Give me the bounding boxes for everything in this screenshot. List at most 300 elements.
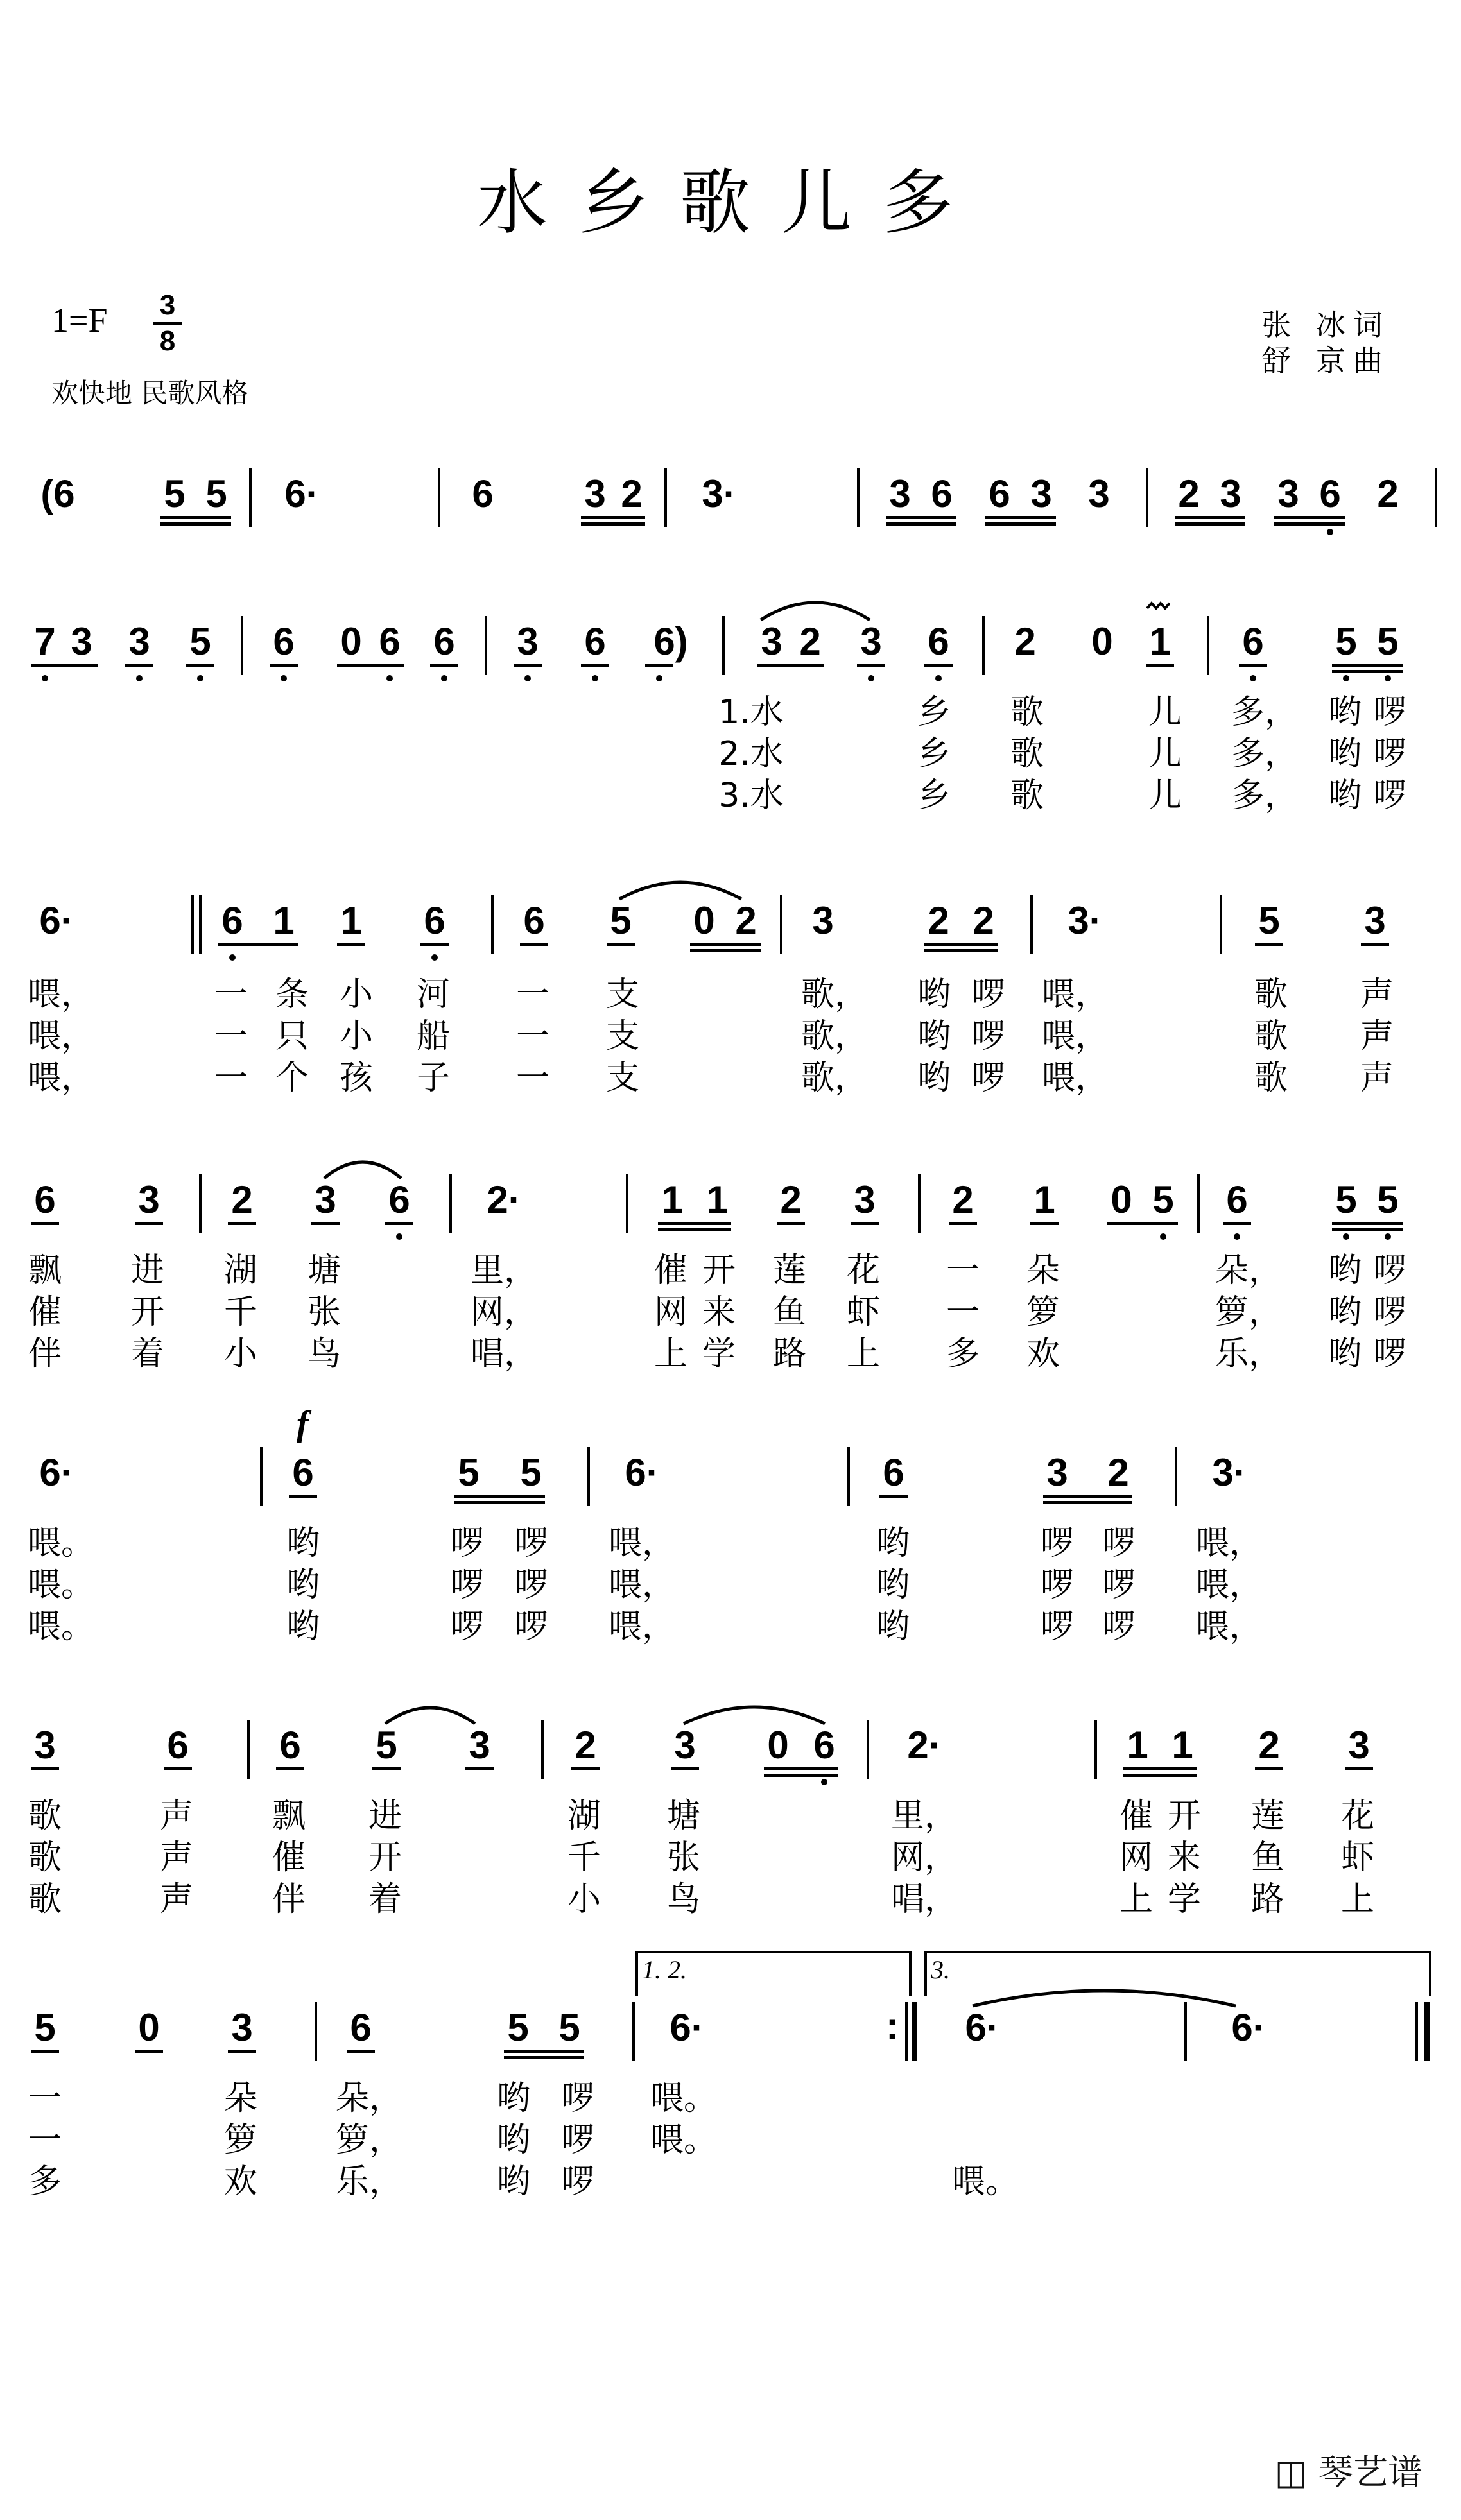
lyric: 啰 bbox=[560, 2121, 594, 2159]
lyric: 飘 bbox=[272, 1797, 306, 1835]
note: 3 bbox=[1277, 472, 1299, 515]
note: 6) bbox=[653, 620, 688, 663]
lyric: 歌， bbox=[800, 1017, 868, 1056]
lyric: 啰 bbox=[1102, 1607, 1136, 1646]
watermark bbox=[1275, 2445, 1422, 2494]
lyric: 乐， bbox=[1215, 1335, 1282, 1373]
lyric: 多， bbox=[1231, 735, 1298, 773]
note: 3· bbox=[702, 472, 736, 515]
lyric: 多， bbox=[1231, 693, 1298, 732]
note: 2 bbox=[799, 620, 821, 663]
lyric: 啰 bbox=[971, 1017, 1005, 1056]
watermark-logo-icon: ◫ bbox=[1274, 2452, 1308, 2492]
lyric: 歌 bbox=[1254, 1017, 1288, 1056]
note: 3 bbox=[860, 620, 882, 663]
lyric: 催 bbox=[653, 1251, 687, 1290]
note: 3 bbox=[138, 1178, 160, 1221]
lyric: 千 bbox=[567, 1839, 601, 1877]
lyric: 喂， bbox=[1041, 975, 1109, 1014]
time-signature-top: 3 bbox=[159, 289, 176, 321]
note: 2 bbox=[780, 1178, 802, 1221]
note: 6· bbox=[39, 1451, 74, 1494]
lyric: 催 bbox=[272, 1839, 306, 1877]
note: 6 bbox=[221, 899, 243, 942]
lyric: 上 bbox=[653, 1335, 687, 1373]
note: 3 bbox=[674, 1724, 696, 1767]
lyric: 小 bbox=[339, 975, 373, 1014]
note: 3 bbox=[469, 1724, 490, 1767]
score-row-3 bbox=[0, 899, 1461, 1113]
note: 2 bbox=[1014, 620, 1036, 663]
slur bbox=[616, 876, 745, 902]
note: 6· bbox=[670, 2006, 704, 2049]
lyric: 1.水 bbox=[718, 693, 784, 732]
lyric: 张 bbox=[666, 1839, 700, 1877]
lyric: 上 bbox=[846, 1335, 880, 1373]
lyric: 3.水 bbox=[718, 776, 784, 815]
lyric: 声 bbox=[1360, 1017, 1394, 1056]
note: 3 bbox=[1364, 899, 1386, 942]
lyric: 学 bbox=[702, 1335, 736, 1373]
lyric: 塘 bbox=[666, 1797, 700, 1835]
note: 6 bbox=[1226, 1178, 1248, 1221]
note: 3 bbox=[1348, 1724, 1370, 1767]
note: 2 bbox=[735, 899, 757, 942]
lyric: 啰 bbox=[450, 1566, 484, 1604]
lyric: 歌， bbox=[800, 1059, 868, 1097]
lyric: 哟 bbox=[1327, 1251, 1362, 1290]
lyric: 哟 bbox=[1327, 735, 1362, 773]
note: 2 bbox=[973, 899, 994, 942]
lyric: 湖 bbox=[223, 1251, 257, 1290]
note: 3 bbox=[761, 620, 782, 663]
slur bbox=[757, 597, 873, 622]
lyric: 啰 bbox=[1372, 693, 1406, 732]
lyric: 只 bbox=[275, 1017, 309, 1056]
lyric: 喂， bbox=[1195, 1524, 1263, 1563]
lyric: 多， bbox=[1231, 776, 1298, 815]
lyric: 歌 bbox=[1010, 693, 1044, 732]
repeat-sign: : bbox=[886, 2005, 899, 2048]
note: 2 bbox=[928, 899, 949, 942]
lyric: 多 bbox=[28, 2163, 62, 2201]
lyric: 一 bbox=[515, 975, 549, 1014]
lyric: 欢 bbox=[223, 2163, 257, 2201]
lyric: 网， bbox=[890, 1839, 958, 1877]
lyric: 一 bbox=[515, 1017, 549, 1056]
lyric: 声 bbox=[159, 1797, 193, 1835]
note: 2 bbox=[231, 1178, 253, 1221]
lyric: 哟 bbox=[496, 2121, 530, 2159]
lyric: 啰 bbox=[514, 1524, 548, 1563]
lyric: 喂， bbox=[1195, 1566, 1263, 1604]
score-row-2 bbox=[0, 622, 1461, 834]
note: 5 bbox=[610, 899, 632, 942]
lyric: 小 bbox=[567, 1880, 601, 1919]
credits bbox=[1261, 307, 1390, 379]
lyric: 箩 bbox=[223, 2121, 257, 2159]
lyric: 一 bbox=[515, 1059, 549, 1097]
note: 3 bbox=[889, 472, 911, 515]
lyric: 啰 bbox=[450, 1607, 484, 1646]
time-signature-bottom: 8 bbox=[159, 325, 176, 357]
note: 6 bbox=[928, 620, 949, 663]
lyric: 哟 bbox=[1327, 1335, 1362, 1373]
lyric: 支 bbox=[605, 1059, 639, 1097]
lyric: 喂， bbox=[608, 1566, 675, 1604]
lyric: 虾 bbox=[1340, 1839, 1374, 1877]
lyric: 儿 bbox=[1148, 776, 1182, 815]
note: 3 bbox=[34, 1724, 56, 1767]
note: 1 bbox=[1033, 1178, 1055, 1221]
lyric: 歌 bbox=[1254, 1059, 1288, 1097]
note: 5 bbox=[34, 2006, 56, 2049]
lyric: 子 bbox=[416, 1059, 450, 1097]
lyric: 一 bbox=[946, 1251, 980, 1290]
note: 2 bbox=[1258, 1724, 1280, 1767]
note: 6 bbox=[523, 899, 545, 942]
note: 2 bbox=[1178, 472, 1200, 515]
key-signature: 1=F bbox=[51, 301, 108, 339]
lyric: 湖 bbox=[567, 1797, 601, 1835]
lyric: 啰 bbox=[1372, 735, 1406, 773]
lyric: 进 bbox=[130, 1251, 164, 1290]
lyric: 鸟 bbox=[666, 1880, 700, 1919]
lyric: 鸟 bbox=[307, 1335, 341, 1373]
note: 6 bbox=[350, 2006, 372, 2049]
note: 1 bbox=[1171, 1724, 1193, 1767]
lyric: 箩 bbox=[1026, 1293, 1060, 1332]
note: 6· bbox=[1231, 2006, 1266, 2049]
note: 5 bbox=[558, 2006, 580, 2049]
lyric: 着 bbox=[130, 1335, 164, 1373]
lyric: 歌， bbox=[800, 975, 868, 1014]
lyric: 来 bbox=[702, 1293, 736, 1332]
score-row-4 bbox=[0, 1178, 1461, 1386]
lyric: 哟 bbox=[917, 975, 951, 1014]
note: 6· bbox=[39, 899, 74, 942]
lyric: 花 bbox=[1340, 1797, 1374, 1835]
lyric: 个 bbox=[275, 1059, 309, 1097]
lyric: 条 bbox=[275, 975, 309, 1014]
lyric: 一 bbox=[946, 1293, 980, 1332]
lyric: 莲 bbox=[772, 1251, 806, 1290]
lyric: 唱， bbox=[470, 1335, 537, 1373]
note: 6 bbox=[1319, 472, 1341, 515]
note: 1 bbox=[340, 899, 362, 942]
lyric: 开 bbox=[368, 1839, 402, 1877]
lyric: 儿 bbox=[1148, 693, 1182, 732]
lyric: 鱼 bbox=[1250, 1839, 1284, 1877]
lyric: 欢 bbox=[1026, 1335, 1060, 1373]
lyric: 乡 bbox=[917, 693, 951, 732]
lyric: 啰 bbox=[1372, 1335, 1406, 1373]
note: 6 bbox=[279, 1724, 301, 1767]
lyric: 哟 bbox=[917, 1017, 951, 1056]
lyric: 喂。 bbox=[650, 2121, 717, 2159]
note: 6· bbox=[284, 472, 319, 515]
note: 3 bbox=[71, 620, 92, 663]
lyric: 船 bbox=[416, 1017, 450, 1056]
lyric: 歌 bbox=[28, 1839, 62, 1877]
note: 2 bbox=[575, 1724, 596, 1767]
note: 6 bbox=[379, 620, 401, 663]
lyric: 乐， bbox=[335, 2163, 402, 2201]
lyric: 哟 bbox=[1327, 776, 1362, 815]
slur bbox=[680, 1701, 828, 1726]
lyric: 喂。 bbox=[951, 2163, 1019, 2201]
lyric: 哟 bbox=[876, 1524, 910, 1563]
note: 3· bbox=[1068, 899, 1102, 942]
lyric: 声 bbox=[159, 1880, 193, 1919]
note: 5 bbox=[507, 2006, 529, 2049]
lyric: 开 bbox=[130, 1293, 164, 1332]
trill-mark bbox=[1146, 599, 1174, 612]
lyric: 声 bbox=[159, 1839, 193, 1877]
note: 2 bbox=[621, 472, 643, 515]
lyric: 来 bbox=[1167, 1839, 1201, 1877]
lyric: 哟 bbox=[496, 2079, 530, 2118]
note: 3 bbox=[517, 620, 539, 663]
note: 6 bbox=[931, 472, 953, 515]
lyric: 哟 bbox=[876, 1607, 910, 1646]
score-row-1 bbox=[0, 472, 1461, 565]
note: 5 bbox=[205, 472, 227, 515]
lyric: 箩， bbox=[335, 2121, 402, 2159]
lyric: 啰 bbox=[1372, 1293, 1406, 1332]
lyric: 啰 bbox=[560, 2163, 594, 2201]
lyric: 孩 bbox=[339, 1059, 373, 1097]
lyric: 一 bbox=[214, 1017, 248, 1056]
lyric: 哟 bbox=[876, 1566, 910, 1604]
lyric: 飘 bbox=[28, 1251, 62, 1290]
score-row-7 bbox=[0, 1955, 1461, 2220]
lyric: 塘 bbox=[307, 1251, 341, 1290]
lyric: 啰 bbox=[450, 1524, 484, 1563]
lyric: 歌 bbox=[28, 1797, 62, 1835]
lyric: 多 bbox=[946, 1335, 980, 1373]
lyric: 啰 bbox=[971, 1059, 1005, 1097]
note: 6 bbox=[1242, 620, 1264, 663]
note: 1 bbox=[1149, 620, 1171, 663]
lyric: 乡 bbox=[917, 776, 951, 815]
lyric: 啰 bbox=[560, 2079, 594, 2118]
lyric: 声 bbox=[1360, 975, 1394, 1014]
lyric: 唱， bbox=[890, 1880, 958, 1919]
lyric: 上 bbox=[1119, 1880, 1153, 1919]
note: 6· bbox=[625, 1451, 659, 1494]
slur bbox=[969, 1983, 1239, 2009]
lyric: 张 bbox=[307, 1293, 341, 1332]
lyric: 哟 bbox=[286, 1566, 320, 1604]
volta-second: 3. bbox=[931, 1955, 950, 1984]
lyric: 喂， bbox=[27, 975, 94, 1014]
lyric: 声 bbox=[1360, 1059, 1394, 1097]
lyric: 催 bbox=[1119, 1797, 1153, 1835]
note: 6 bbox=[388, 1178, 410, 1221]
note: 5 bbox=[1152, 1178, 1174, 1221]
lyric: 喂。 bbox=[27, 1566, 94, 1604]
note: 5 bbox=[1335, 1178, 1357, 1221]
note: 3 bbox=[1088, 472, 1110, 515]
note: 5 bbox=[520, 1451, 542, 1494]
lyric: 哟 bbox=[496, 2163, 530, 2201]
note: 6 bbox=[883, 1451, 904, 1494]
note: 6 bbox=[584, 620, 606, 663]
lyric: 支 bbox=[605, 975, 639, 1014]
note: 1 bbox=[1127, 1724, 1148, 1767]
lyric: 啰 bbox=[1102, 1566, 1136, 1604]
note: 3 bbox=[1030, 472, 1052, 515]
note: 3 bbox=[584, 472, 606, 515]
slur bbox=[382, 1701, 478, 1726]
lyric: 路 bbox=[772, 1335, 806, 1373]
lyric: 一 bbox=[28, 2121, 62, 2159]
lyric: 小 bbox=[223, 1335, 257, 1373]
note: 5 bbox=[376, 1724, 397, 1767]
note: 0 bbox=[138, 2006, 160, 2049]
lyric: 哟 bbox=[286, 1524, 320, 1563]
note: 6 bbox=[813, 1724, 835, 1767]
lyric: 小 bbox=[339, 1017, 373, 1056]
lyric: 鱼 bbox=[772, 1293, 806, 1332]
note: 3 bbox=[1220, 472, 1241, 515]
lyric: 喂， bbox=[1041, 1059, 1109, 1097]
lyric: 喂。 bbox=[27, 1524, 94, 1563]
lyric: 啰 bbox=[1372, 776, 1406, 815]
note: 5 bbox=[458, 1451, 480, 1494]
watermark-text: 琴艺谱 bbox=[1318, 2452, 1422, 2492]
note: 2· bbox=[487, 1178, 521, 1221]
lyric: 莲 bbox=[1250, 1797, 1284, 1835]
note: 2 bbox=[1377, 472, 1399, 515]
volta-first: 1. 2. bbox=[642, 1955, 687, 1984]
tempo-marking: 欢快地 民歌风格 bbox=[51, 377, 249, 409]
lyric: 一 bbox=[28, 2079, 62, 2118]
lyric: 学 bbox=[1167, 1880, 1201, 1919]
slur bbox=[321, 1155, 404, 1181]
note: 3 bbox=[128, 620, 150, 663]
note: 2 bbox=[1107, 1451, 1129, 1494]
note: 3· bbox=[1212, 1451, 1247, 1494]
note: 3 bbox=[812, 899, 834, 942]
note: 7 bbox=[34, 620, 56, 663]
note: 5 bbox=[164, 472, 186, 515]
lyric: 儿 bbox=[1148, 735, 1182, 773]
lyric: 朵， bbox=[335, 2079, 402, 2118]
lyric: 伴 bbox=[28, 1335, 62, 1373]
note: 0 bbox=[767, 1724, 789, 1767]
note: 0 bbox=[1111, 1178, 1132, 1221]
lyric: 喂， bbox=[1041, 1017, 1109, 1056]
note: 3 bbox=[1046, 1451, 1068, 1494]
lyric: 喂， bbox=[1195, 1607, 1263, 1646]
lyric: 网 bbox=[1119, 1839, 1153, 1877]
lyric: 朵， bbox=[1215, 1251, 1282, 1290]
lyric: 哟 bbox=[286, 1607, 320, 1646]
lyric: 哟 bbox=[917, 1059, 951, 1097]
lyric: 啰 bbox=[1102, 1524, 1136, 1563]
lyric: 啰 bbox=[1040, 1566, 1074, 1604]
lyric: 催 bbox=[28, 1293, 62, 1332]
lyric: 网 bbox=[653, 1293, 687, 1332]
lyric: 啰 bbox=[1040, 1607, 1074, 1646]
lyric: 啰 bbox=[514, 1607, 548, 1646]
note: 0 bbox=[693, 899, 715, 942]
lyric: 河 bbox=[416, 975, 450, 1014]
lyric: 箩， bbox=[1215, 1293, 1282, 1332]
lyricist: 张 冰词 bbox=[1261, 307, 1390, 342]
lyric: 喂。 bbox=[650, 2079, 717, 2118]
lyric: 喂， bbox=[608, 1607, 675, 1646]
time-signature bbox=[153, 290, 182, 357]
note: 1 bbox=[661, 1178, 683, 1221]
lyric: 歌 bbox=[1254, 975, 1288, 1014]
lyric: 歌 bbox=[28, 1880, 62, 1919]
lyric: 乡 bbox=[917, 735, 951, 773]
note: 3 bbox=[231, 2006, 253, 2049]
lyric: 啰 bbox=[971, 975, 1005, 1014]
lyric: 里， bbox=[890, 1797, 958, 1835]
lyric: 歌 bbox=[1010, 735, 1044, 773]
lyric: 支 bbox=[605, 1017, 639, 1056]
note: 1 bbox=[706, 1178, 728, 1221]
note: 5 bbox=[1335, 620, 1357, 663]
lyric: 开 bbox=[1167, 1797, 1201, 1835]
lyric: 歌 bbox=[1010, 776, 1044, 815]
lyric: 朵 bbox=[223, 2079, 257, 2118]
lyric: 哟 bbox=[1327, 1293, 1362, 1332]
lyric: 开 bbox=[702, 1251, 736, 1290]
lyric: 伴 bbox=[272, 1880, 306, 1919]
lyric: 进 bbox=[368, 1797, 402, 1835]
lyric: 上 bbox=[1340, 1880, 1374, 1919]
note: (6 bbox=[40, 472, 75, 515]
note: 6· bbox=[965, 2006, 999, 2049]
note: 2· bbox=[907, 1724, 942, 1767]
note: 0 bbox=[340, 620, 362, 663]
page-title: 水乡歌儿多 bbox=[477, 162, 984, 244]
lyric: 喂， bbox=[27, 1059, 94, 1097]
note: 5 bbox=[1377, 620, 1399, 663]
note: 2 bbox=[952, 1178, 974, 1221]
lyric: 路 bbox=[1250, 1880, 1284, 1919]
note: 5 bbox=[189, 620, 211, 663]
lyric: 着 bbox=[368, 1880, 402, 1919]
lyric: 网， bbox=[470, 1293, 537, 1332]
lyric: 花 bbox=[846, 1251, 880, 1290]
lyric: 千 bbox=[223, 1293, 257, 1332]
lyric: 里， bbox=[470, 1251, 537, 1290]
note: 6 bbox=[292, 1451, 314, 1494]
note: 3 bbox=[854, 1178, 876, 1221]
lyric: 喂， bbox=[27, 1017, 94, 1056]
lyric: 一 bbox=[214, 1059, 248, 1097]
note: 5 bbox=[1258, 899, 1280, 942]
lyric: 2.水 bbox=[718, 735, 784, 773]
lyric: 虾 bbox=[846, 1293, 880, 1332]
note: 1 bbox=[273, 899, 295, 942]
lyric: 哟 bbox=[1327, 693, 1362, 732]
lyric: 啰 bbox=[514, 1566, 548, 1604]
lyric: 啰 bbox=[1040, 1524, 1074, 1563]
note: 6 bbox=[273, 620, 295, 663]
lyric: 喂， bbox=[608, 1524, 675, 1563]
note: 6 bbox=[472, 472, 494, 515]
score-row-5 bbox=[0, 1404, 1461, 1659]
note: 6 bbox=[989, 472, 1010, 515]
note: 6 bbox=[167, 1724, 189, 1767]
